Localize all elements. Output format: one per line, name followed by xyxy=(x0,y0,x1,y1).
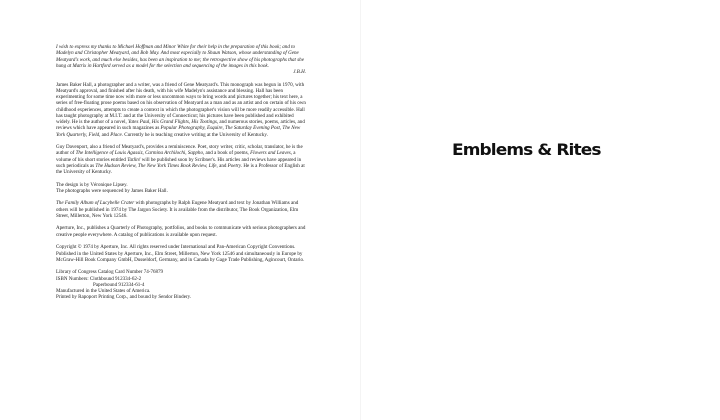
bio-hall-place: Place. xyxy=(110,131,123,138)
family-album-title: The Family Album of Lucybelle Crater xyxy=(56,200,135,207)
bio-hall-text-3: Currently he is teaching creative writing at the University of Kentucky. xyxy=(124,131,268,138)
bio-davenport-books: The Intelligence of Louis Agassiz, Carmina Archilochi, Sappho, xyxy=(75,150,205,157)
page-gutter xyxy=(360,0,361,420)
bio-hall-text-2: and numerous stories, poems, articles, and reviews which have appeared in such magazines as xyxy=(56,119,305,132)
bio-davenport-periodicals: The Hudson Review, The New York Times Book Review, Life, xyxy=(95,162,218,169)
bio-davenport-and: and xyxy=(219,162,227,169)
isbn-paper-text: Paperbound 912334-61-4 xyxy=(93,281,145,288)
bio-davenport-text-1: Guy Davenport, also a friend of Meatyard's, provides a reminiscence. Poet, story writer, critic, scholar, translator, he is the author of xyxy=(56,144,303,157)
bio-davenport-text-5: He is a Professor of English at the University of Kentucky. xyxy=(56,162,305,176)
acknowledgment-signature: J.B.H. xyxy=(293,69,306,75)
bio-hall-text-1: James Baker Hall, a photographer and a writer, was a friend of Gene Meatyard's. This monograph was begun in 1970, with Meatyard's approval, and finished after his death, with his wife Madelyn's assistance and blessing. Hall has been experimenting for some time now with more or less uncommon ways to bring words and pictures together; his text here, a series of free-floating prose poems based on his observation of Meatyard as a man and as an artist and on certain of his own childhood experiences, attempts to create a context in which the photographer's vision will be more readily accessible. Hall has taught photography at M.I.T. and at the University of Connecticut; his pictures have been published and exhibited widely. He is the author of a novel, xyxy=(56,81,306,126)
aperture-paragraph: Aperture, Inc., publishes a Quarterly of Photography, portfolios, and books to communicate with serious photographers and creative people everywhere. A catalog of publications is available upon request. xyxy=(56,225,306,238)
acknowledgment-paragraph: I wish to express my thanks to Michael Hoffman and Minor White for their help in the preparation of this book; and to Madelyn and Christopher Meatyard, and Bob May. And most especially to Shaun Watson, whose understanding of Gene Meatyard's work, and much else besides, has been an inspiration to me; the retrospective show of his photographs that she hung at Matrix in Hartford served as a model for the selection and sequencing of the images in this book. xyxy=(56,44,304,69)
bio-davenport-paragraph xyxy=(56,144,306,175)
manufactured-line: Manufactured in the United States of America. xyxy=(56,288,151,295)
publisher-info: Published in the United States by Aperture, Inc., Elm Street, Millerton, New York 12546 and simultaneously in Europe by McGraw-Hill Book Company GmbH, Dusseldorf, Germany, and in Canada by Gage Trade Publishing, Agincourt, Ontario. xyxy=(56,250,305,263)
lccn-line: Library of Congress Catalog Card Number 74-76879 xyxy=(56,269,164,276)
family-album-text: with photographs by Ralph Eugene Meatyard and text by Jonathan Williams and others will be published in 1974 by The Jargon Society. It is available from the distributor, The Book Organization, Elm Street, Millerton, New York 12546. xyxy=(56,200,299,219)
sequence-credit: The photographs were sequenced by James Baker Hall. xyxy=(56,187,168,194)
bio-davenport-text-3: a volume of his short stories entitled xyxy=(56,150,296,163)
bio-hall-magazines: Popular Photography, Esquire, The Saturday Evening Post, The New York Quarterly, Field, xyxy=(56,125,301,138)
design-credit: The design is by Véronique Lipsey. xyxy=(56,181,128,188)
isbn-cloth-line: ISBN Numbers: Clothbound 912334-62-2 xyxy=(56,275,142,282)
bio-hall-novel-title: Yates Paul, His Grand Flights, His Tootings, xyxy=(128,119,219,126)
bio-davenport-tatlin: Tatlin! xyxy=(127,156,141,163)
printer-line: Printed by Rapoport Printing Corp., and bound by Sendor Bindery. xyxy=(56,294,192,301)
copyright-notice: Copyright © 1974 by Aperture, Inc. All rights reserved under International and Pan-American Copyright Conventions. xyxy=(56,244,296,251)
bio-davenport-text-2: and a book of poems, xyxy=(205,150,249,157)
book-title: Emblems & Rites xyxy=(452,140,601,160)
bio-davenport-poetry: Poetry. xyxy=(227,162,243,169)
bio-davenport-poems-title: Flowers and Leaves, xyxy=(250,150,292,157)
bio-hall-paragraph xyxy=(56,82,306,138)
colophon-page xyxy=(56,44,306,301)
family-album-paragraph xyxy=(56,200,306,219)
bio-davenport-text-4: will be published soon by Scribner's. His articles and reviews have appeared in such periodicals as xyxy=(56,156,302,169)
bio-hall-and: and xyxy=(101,131,109,138)
